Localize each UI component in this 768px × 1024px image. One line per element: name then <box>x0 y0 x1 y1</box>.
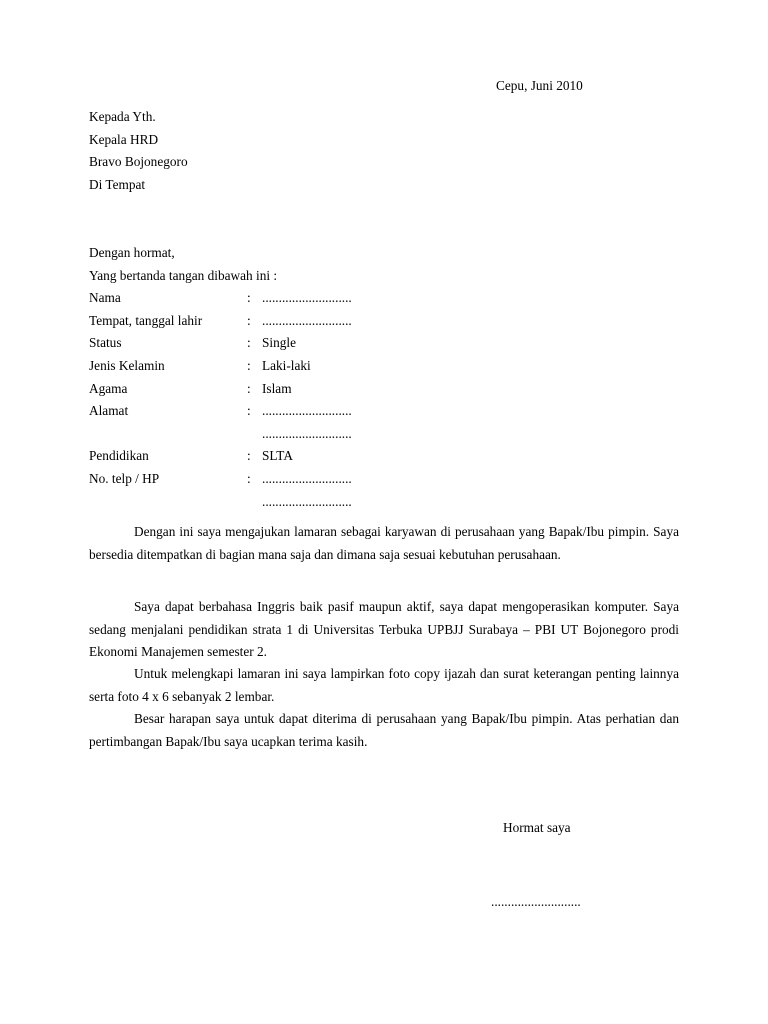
field-value: SLTA <box>262 448 293 463</box>
body-paragraph <box>89 596 679 664</box>
field-colon: : <box>247 313 251 328</box>
field-value: ........................... <box>262 403 352 418</box>
body-paragraph <box>89 708 679 753</box>
greeting: Dengan hormat, <box>89 245 175 260</box>
field-label: Jenis Kelamin <box>89 358 165 373</box>
address-continuation: ........................... <box>262 426 352 441</box>
field-value: Laki-laki <box>262 358 311 373</box>
paragraph-text: Dengan ini saya mengajukan lamaran sebagai karyawan di perusahaan yang Bapak/Ibu pimpin. Saya bersedia ditempatkan di bagian mana saja dan dimana saja sesuai kebutuhan perusahaan. <box>89 524 679 562</box>
field-value: Islam <box>262 381 292 396</box>
field-label: Tempat, tanggal lahir <box>89 313 203 328</box>
body-paragraph <box>89 663 679 708</box>
paragraph-text: Saya dapat berbahasa Inggris baik pasif maupun aktif, saya dapat mengoperasikan komputer. Saya sedang menjalani pendidikan strata 1 di Universitas Terbuka UPBJJ Surabaya – PBI UT Bojonegoro prodi Ekonomi Manajemen semester 2. <box>89 599 679 660</box>
field-label: Nama <box>89 290 121 305</box>
field-value: ........................... <box>262 290 352 305</box>
field-colon: : <box>247 381 251 396</box>
recipient-line: Kepala HRD <box>89 132 159 147</box>
recipient-line: Bravo Bojonegoro <box>89 154 188 169</box>
recipient-line: Kepada Yth. <box>89 109 156 124</box>
body-paragraph <box>89 521 679 566</box>
place-date: Cepu, Juni 2010 <box>496 78 583 93</box>
field-colon: : <box>247 448 251 463</box>
field-value: ........................... <box>262 471 352 486</box>
recipient-line: Di Tempat <box>89 177 146 192</box>
field-colon: : <box>247 403 251 418</box>
field-colon: : <box>247 335 251 350</box>
field-colon: : <box>247 471 251 486</box>
paragraph-text: Besar harapan saya untuk dapat diterima di perusahaan yang Bapak/Ibu pimpin. Atas perhatian dan pertimbangan Bapak/Ibu saya ucapkan terima kasih. <box>89 711 679 749</box>
field-label: Status <box>89 335 122 350</box>
field-value: Single <box>262 335 296 350</box>
field-label: Agama <box>89 381 128 396</box>
field-value: ........................... <box>262 313 352 328</box>
field-colon: : <box>247 290 251 305</box>
phone-continuation: ........................... <box>262 494 352 509</box>
field-label: No. telp / HP <box>89 471 160 486</box>
intro-line: Yang bertanda tangan dibawah ini : <box>89 268 278 283</box>
field-colon: : <box>247 358 251 373</box>
signature-line: ........................... <box>491 894 581 909</box>
field-label: Pendidikan <box>89 448 149 463</box>
closing-salutation: Hormat saya <box>503 820 571 835</box>
paragraph-text: Untuk melengkapi lamaran ini saya lampirkan foto copy ijazah dan surat keterangan penting lainnya serta foto 4 x 6 sebanyak 2 lembar. <box>89 666 679 704</box>
field-label: Alamat <box>89 403 129 418</box>
